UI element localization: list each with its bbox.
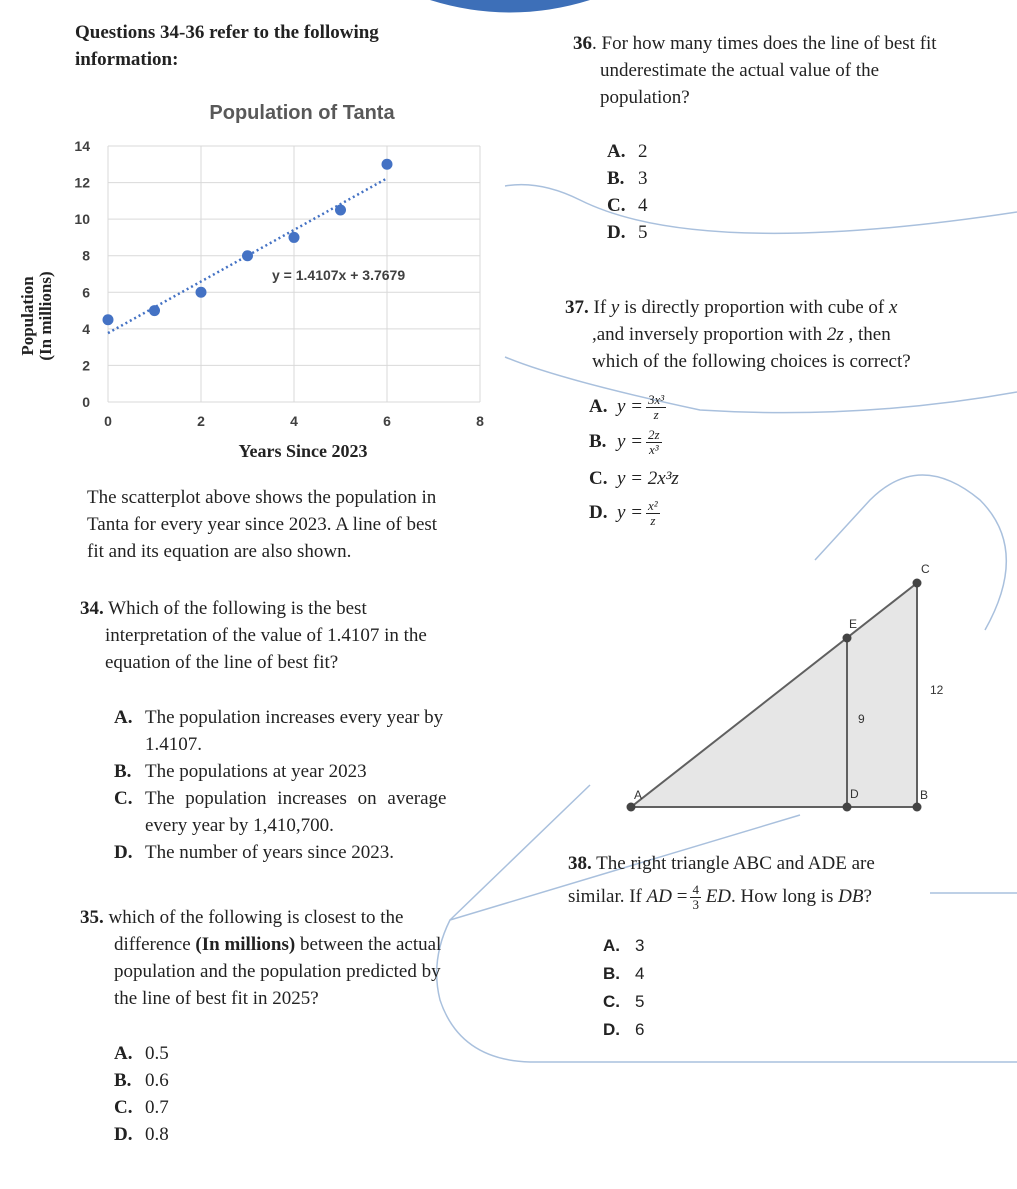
length-ed: 9 [858,712,865,726]
q34-option-b[interactable] [114,758,514,785]
y-tick-5: 10 [74,211,90,228]
q38-line-2a: similar. If [568,886,642,907]
label-d: D [850,787,859,801]
data-point-2 [196,287,207,298]
description-line-1: The scatterplot above shows the population in [87,487,437,508]
q38-option-c[interactable] [603,988,644,1016]
q34-option-d-letter: D. [114,842,133,863]
q38-option-d-text: 6 [635,1020,645,1039]
q37-option-c-letter: C. [589,468,608,489]
q36-option-a-text: 2 [638,141,648,162]
q36-option-d[interactable] [607,219,648,246]
label-b: B [920,788,929,802]
y-tick-3: 6 [82,284,90,301]
q37-number: 37. [565,297,589,318]
q34-option-a-letter: A. [114,707,133,728]
x-tick-1: 2 [197,413,205,429]
q38-db: DB [838,886,864,907]
intro-line-2: information: [75,49,179,70]
q37-option-b-letter: B. [589,431,607,452]
q37-line-2b: , then [848,324,891,345]
x-tick-2: 4 [290,413,298,429]
chart-description [87,484,437,565]
label-c: C [921,562,930,576]
q34-option-b-text: The populations at year 2023 [145,761,367,782]
y-tick-2: 4 [82,320,90,337]
q37-option-d[interactable] [589,499,829,528]
description-line-2: Tanta for every year since 2023. A line of best [87,514,438,535]
q37-option-d-num: x² [648,498,658,514]
intro-heading [75,19,379,73]
data-point-6 [382,159,393,170]
question-34 [80,595,427,676]
triangle-abc-fill [631,583,917,807]
q38-option-b-letter: B. [603,964,620,983]
q35-line-3: population and the population predicted by [114,961,441,982]
q37-option-a-letter: A. [589,396,608,417]
q35-option-a-text: 0.5 [145,1043,169,1064]
data-point-3 [242,250,253,261]
q37-var-y: y [610,297,620,318]
q34-options [114,704,514,866]
q35-option-a-letter: A. [114,1043,133,1064]
length-bc: 12 [930,683,944,697]
q34-option-a[interactable] [114,704,514,731]
question-38 [568,850,875,912]
q37-option-d-letter: D. [589,502,608,523]
question-36 [573,30,937,111]
q38-option-a-text: 3 [635,936,645,955]
q37-option-d-den: z [650,513,656,529]
q34-option-c-text: The population increases on average [145,788,447,809]
question-35 [80,904,441,1012]
triangle-diagram [600,558,960,818]
y-tick-4: 8 [82,247,90,264]
point-d [843,803,852,812]
q38-option-d[interactable] [603,1016,644,1044]
description-line-3: fit and its equation are also shown. [87,541,352,562]
q34-option-d-text: The number of years since 2023. [145,842,395,863]
q36-option-c[interactable] [607,192,648,219]
point-a [627,803,636,812]
y-tick-labels [74,138,90,410]
y-tick-1: 2 [82,357,90,374]
q37-line-2a: ,and inversely proportion with [592,324,823,345]
trendline-equation: y = 1.4107x + 3.7679 [272,267,406,283]
question-37 [565,294,911,375]
q37-var-x: x [888,297,898,318]
y-axis-label [18,271,55,360]
q35-option-b[interactable] [114,1067,169,1094]
q38-option-c-text: 5 [635,992,645,1011]
q37-line-1b: is directly proportion with cube of [624,297,885,318]
q35-option-c-text: 0.7 [145,1097,169,1118]
q35-line-2-bold: (In millions) [195,934,296,955]
q36-number: 36 [573,33,592,54]
q35-option-c-letter: C. [114,1097,133,1118]
q37-line-1a: If [593,297,607,318]
point-c [913,579,922,588]
q38-option-d-letter: D. [603,1020,620,1039]
y-axis-label-line-2: (In millions) [36,271,55,361]
q38-option-a[interactable] [603,932,644,960]
q34-option-c[interactable] [114,785,514,812]
y-axis-label-line-1: Population [18,276,37,356]
x-axis-label: Years Since 2023 [238,441,368,461]
q37-option-a-den: z [653,407,659,423]
q36-option-b-text: 3 [638,168,648,189]
q36-option-a[interactable] [607,138,648,165]
q34-option-b-letter: B. [114,761,132,782]
q38-ad: AD [646,886,672,907]
q34-line-1: Which of the following is the best [108,598,367,619]
q37-option-a[interactable] [589,393,829,428]
intro-line-1: Questions 34-36 refer to the following [75,22,379,43]
q35-option-d-letter: D. [114,1124,133,1145]
q34-line-2: interpretation of the value of 1.4107 in the [105,625,427,646]
q36-options [607,138,648,246]
x-tick-4: 8 [476,413,484,429]
q35-option-b-text: 0.6 [145,1070,169,1091]
q36-option-a-letter: A. [607,141,626,162]
q36-line-3: population? [600,87,690,108]
q37-option-a-num: 3x³ [648,392,665,408]
q35-line-4: the line of best fit in 2025? [114,988,319,1009]
swoosh-1 [505,185,1017,234]
q37-option-a-lhs: y = [617,396,644,417]
q38-option-b-text: 4 [635,964,645,983]
q35-option-a[interactable] [114,1040,169,1067]
q38-number: 38. [568,853,592,874]
x-tick-labels [104,413,484,429]
q35-option-d-text: 0.8 [145,1124,169,1145]
q38-frac-num: 4 [692,882,699,898]
x-tick-0: 0 [104,413,112,429]
q35-line-1: which of the following is closest to the [108,907,404,928]
chart-title: Population of Tanta [209,102,395,124]
q35-option-d[interactable] [114,1121,169,1148]
label-e: E [849,617,858,631]
data-points [103,159,393,325]
q35-line-2a: difference [114,934,191,955]
q37-option-c-lhs: y = 2x³z [617,468,679,489]
q38-line-2b: . How long is [731,886,834,907]
y-tick-0: 0 [82,394,90,410]
label-a: A [634,788,643,802]
q34-option-a-text-2: 1.4107. [145,734,202,755]
q37-option-b[interactable] [589,428,829,465]
point-b [913,803,922,812]
q36-option-c-text: 4 [638,195,648,216]
q38-line-1: The right triangle ABC and ADE are [596,853,875,874]
data-point-1 [149,305,160,316]
q38-eq: = [676,886,688,907]
q36-option-b[interactable] [607,165,648,192]
q38-q: ? [863,886,872,907]
q34-option-c-letter: C. [114,788,133,809]
q37-option-b-num: 2z [648,427,660,443]
q35-options [114,1040,169,1148]
q37-option-d-lhs: y = [617,502,644,523]
q38-options [603,932,644,1044]
q37-var-2z: 2z [826,324,844,345]
population-scatter-chart [10,90,510,470]
data-point-5 [335,205,346,216]
x-tick-3: 6 [383,413,391,429]
point-e [843,634,852,643]
q38-option-c-letter: C. [603,992,620,1011]
q38-option-b[interactable] [603,960,644,988]
q36-option-d-text: 5 [638,222,648,243]
q36-option-d-letter: D. [607,222,626,243]
q37-option-b-den: x³ [648,442,659,458]
q37-options [589,393,829,528]
q34-line-3: equation of the line of best fit? [105,652,339,673]
q38-frac-den: 3 [692,897,699,913]
q35-line-2b: between the actual [299,934,442,955]
q35-option-b-letter: B. [114,1070,132,1091]
q34-number: 34. [80,598,104,619]
q36-line-2: underestimate the actual value of the [600,60,880,81]
y-tick-7: 14 [74,138,90,154]
top-blob [430,0,590,13]
q34-option-d[interactable] [114,839,514,866]
q38-ed: ED [705,886,732,907]
q34-option-c-text-2: every year by 1,410,700. [145,815,334,836]
q34-option-a-text: The population increases every year by [145,707,444,728]
q38-option-a-letter: A. [603,936,620,955]
data-point-0 [103,314,114,325]
q36-option-b-letter: B. [607,168,625,189]
y-tick-6: 12 [74,174,90,191]
q35-option-c[interactable] [114,1094,169,1121]
q37-option-c[interactable] [589,465,829,499]
q36-line-1: . For how many times does the line of best fit [592,33,937,54]
q37-option-b-lhs: y = [617,431,644,452]
data-point-4 [289,232,300,243]
q37-line-3: which of the following choices is correct? [592,351,911,372]
q35-number: 35. [80,907,104,928]
q36-option-c-letter: C. [607,195,626,216]
